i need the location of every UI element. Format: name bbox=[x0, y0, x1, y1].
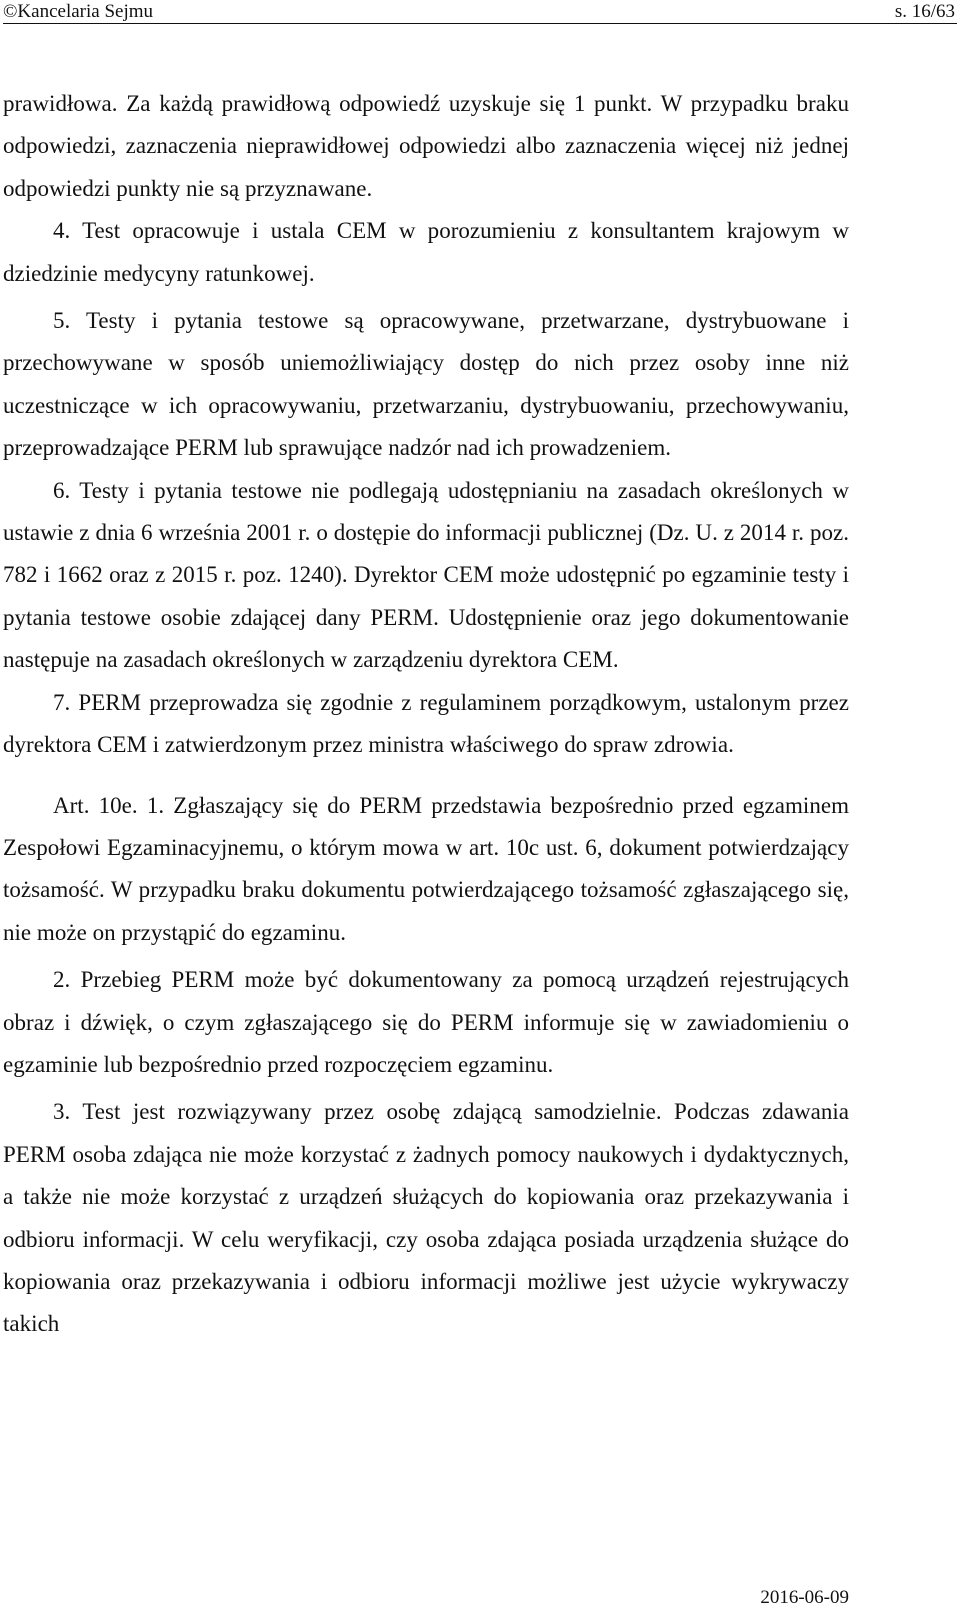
paragraph-continuation: prawidłowa. Za każdą prawidłową odpowiedź uzyskuje się 1 punkt. W przypadku braku odpowiedzi, zaznaczenia nieprawidłowej odpowiedzi albo zaznaczenia więcej niż jednej odpowiedzi punkty nie są przyznawane. bbox=[3, 91, 849, 201]
paragraph-5: 5. Testy i pytania testowe są opracowywane, przetwarzane, dystrybuowane i przechowywane w sposób uniemożliwiający dostęp do nich przez osoby inne niż uczestniczące w ich opracowywaniu, przetwarzaniu, dystrybuowaniu, przechowywaniu, przeprowadzające PERM lub sprawujące nadzór nad ich prowadzeniem. bbox=[3, 308, 849, 461]
article-10e-paragraph-1: Art. 10e. 1. Zgłaszający się do PERM przedstawia bezpośrednio przed egzaminem Zespołowi Egzaminacyjnemu, o którym mowa w art. 10c ust. 6, dokument potwierdzający tożsamość. W przypadku braku dokumentu potwierdzającego tożsamość zgłaszającego się, nie może on przystąpić do egzaminu. bbox=[3, 792, 849, 945]
header-page-number: s. 16/63 bbox=[894, 1, 955, 22]
article-10e-paragraph-2: 2. Przebieg PERM może być dokumentowany za pomocą urządzeń rejestrujących obraz i dźwięk, o czym zgłaszającego się do PERM informuje się w zawiadomieniu o egzaminie lub bezpośrednio przed rozpoczęciem egzaminu. bbox=[3, 967, 849, 1077]
header-divider bbox=[3, 23, 957, 24]
paragraph-4: 4. Test opracowuje i ustala CEM w porozumieniu z konsultantem krajowym w dziedzinie medycyny ratunkowej. bbox=[3, 218, 849, 286]
article-10e-paragraph-3: 3. Test jest rozwiązywany przez osobę zdającą samodzielnie. Podczas zdawania PERM osoba zdająca nie może korzystać z żadnych pomocy naukowych i dydaktycznych, a także nie może korzystać z urządzeń służących do kopiowania oraz przekazywania i odbioru informacji. W celu weryfikacji, czy osoba zdająca posiada urządzenia służące do kopiowania oraz przekazywania i odbioru informacji możliwe jest użycie wykrywaczy takich bbox=[3, 1099, 849, 1337]
paragraph-7: 7. PERM przeprowadza się zgodnie z regulaminem porządkowym, ustalonym przez dyrektora CEM i zatwierdzonym przez ministra właściwego do spraw zdrowia. bbox=[3, 689, 849, 758]
page-footer-date: 2016-06-09 bbox=[760, 1587, 849, 1608]
header-copyright: ©Kancelaria Sejmu bbox=[3, 1, 154, 22]
document-body bbox=[3, 83, 849, 1346]
article-gap bbox=[3, 767, 849, 785]
page-header bbox=[3, 0, 957, 30]
paragraph-6: 6. Testy i pytania testowe nie podlegają udostępnianiu na zasadach określonych w ustawie z dnia 6 września 2001 r. o dostępie do informacji publicznej (Dz. U. z 2014 r. poz. 782 i 1662 oraz z 2015 r. poz. 1240). Dyrektor CEM może udostępnić po egzaminie testy i pytania testowe osobie zdającej dany PERM. Udostępnienie oraz jego dokumentowanie następuje na zasadach określonych w zarządzeniu dyrektora CEM. bbox=[3, 477, 849, 673]
